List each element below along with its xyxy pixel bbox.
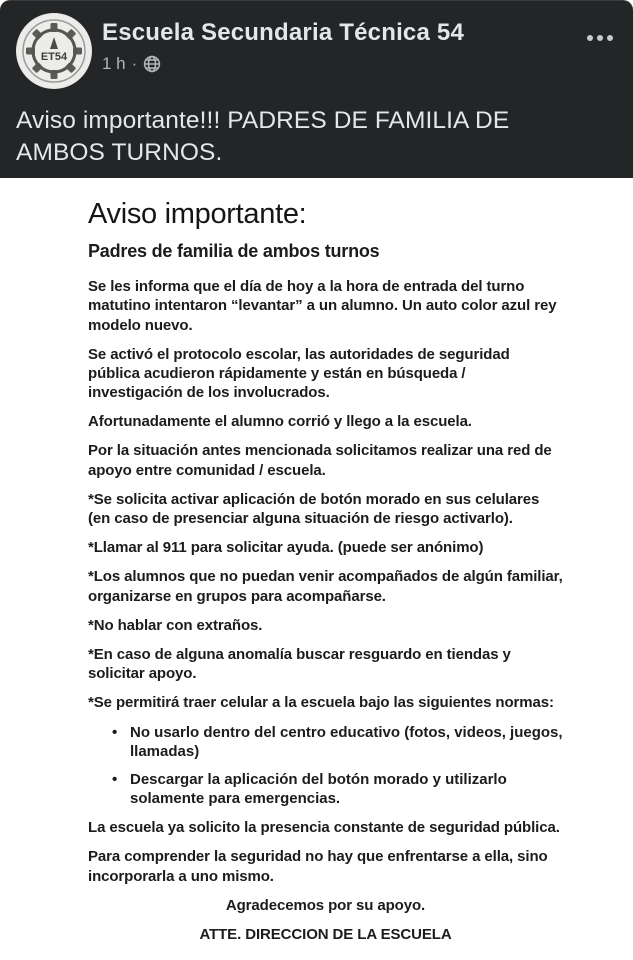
ellipsis-icon xyxy=(587,35,593,41)
document-paragraph: *No hablar con extraños. xyxy=(88,616,263,634)
document-signature-line: ATTE. DIRECCION DE LA ESCUELA xyxy=(199,926,452,944)
bullet-item xyxy=(112,770,563,808)
document-paragraph: Se activó el protocolo escolar, las autoridades de seguridad pública acudieron rápidamente y están en búsqueda / investigación de los involucrados. xyxy=(88,345,510,402)
header-texts xyxy=(102,13,571,74)
bullet-item xyxy=(112,723,563,761)
post-options-button[interactable] xyxy=(571,25,617,51)
bullet-text: No usarlo dentro del centro educativo (fotos, videos, juegos, llamadas) xyxy=(130,723,563,760)
document-paragraph: *Llamar al 911 para solicitar ayuda. (puede ser anónimo) xyxy=(88,539,484,557)
author-name-link[interactable]: Escuela Secundaria Técnica 54 xyxy=(102,19,464,46)
document-subtitle: Padres de familia de ambos turnos xyxy=(88,241,380,262)
globe-public-icon xyxy=(143,55,161,73)
document-thanks-line: Agradecemos por su apoyo. xyxy=(225,896,426,914)
post-message: Aviso importante!!! PADRES DE FAMILIA DE AMBOS TURNOS. xyxy=(16,107,510,167)
school-gear-logo-icon xyxy=(16,13,92,89)
document-paragraph: Por la situación antes mencionada solicitamos realizar una red de apoyo entre comunidad / escuela. xyxy=(88,442,552,479)
document-bullet-list xyxy=(88,723,563,809)
bullet-text: Descargar la aplicación del botón morado y utilizarlo solamente para emergencias. xyxy=(130,770,507,808)
school-logo-avatar[interactable] xyxy=(16,13,92,89)
ellipsis-icon xyxy=(607,35,613,41)
document-paragraph: *Se permitirá traer celular a la escuela bajo las siguientes normas: xyxy=(88,694,554,712)
document-paragraph: *Se solicita activar aplicación de botón morado en sus celulares (en caso de presenciar alguna situación de riesgo activarlo). xyxy=(88,490,540,528)
meta-separator: · xyxy=(131,53,138,73)
document-paragraph: Se les informa que el día de hoy a la hora de entrada del turno matutino intentaron “levantar” a un alumno. Un auto color azul rey modelo nuevo. xyxy=(88,278,557,334)
document-title: Aviso importante: xyxy=(88,198,307,230)
document-paragraph: Afortunadamente el alumno corrió y llego a la escuela. xyxy=(88,413,472,431)
document-paragraph: La escuela ya solicito la presencia constante de seguridad pública. xyxy=(88,819,560,837)
ellipsis-icon xyxy=(597,35,603,41)
post-card xyxy=(0,0,633,178)
timestamp: 1 h xyxy=(102,53,126,73)
document-paragraph: *Los alumnos que no puedan venir acompañados de algún familiar, organizarse en grupos para acompañarse. xyxy=(88,568,563,605)
document-paragraph: *En caso de alguna anomalía buscar resguardo en tiendas y solicitar apoyo. xyxy=(88,645,511,683)
document-paragraph: Para comprender la seguridad no hay que enfrentarse a ella, sino incorporarla a uno mismo. xyxy=(88,848,548,885)
attached-document-image[interactable] xyxy=(0,178,633,960)
bullet-marker: • xyxy=(112,770,118,788)
bullet-marker: • xyxy=(112,723,118,741)
post-header xyxy=(16,13,617,89)
svg-text:ET54: ET54 xyxy=(40,51,68,63)
post-meta xyxy=(102,54,571,74)
